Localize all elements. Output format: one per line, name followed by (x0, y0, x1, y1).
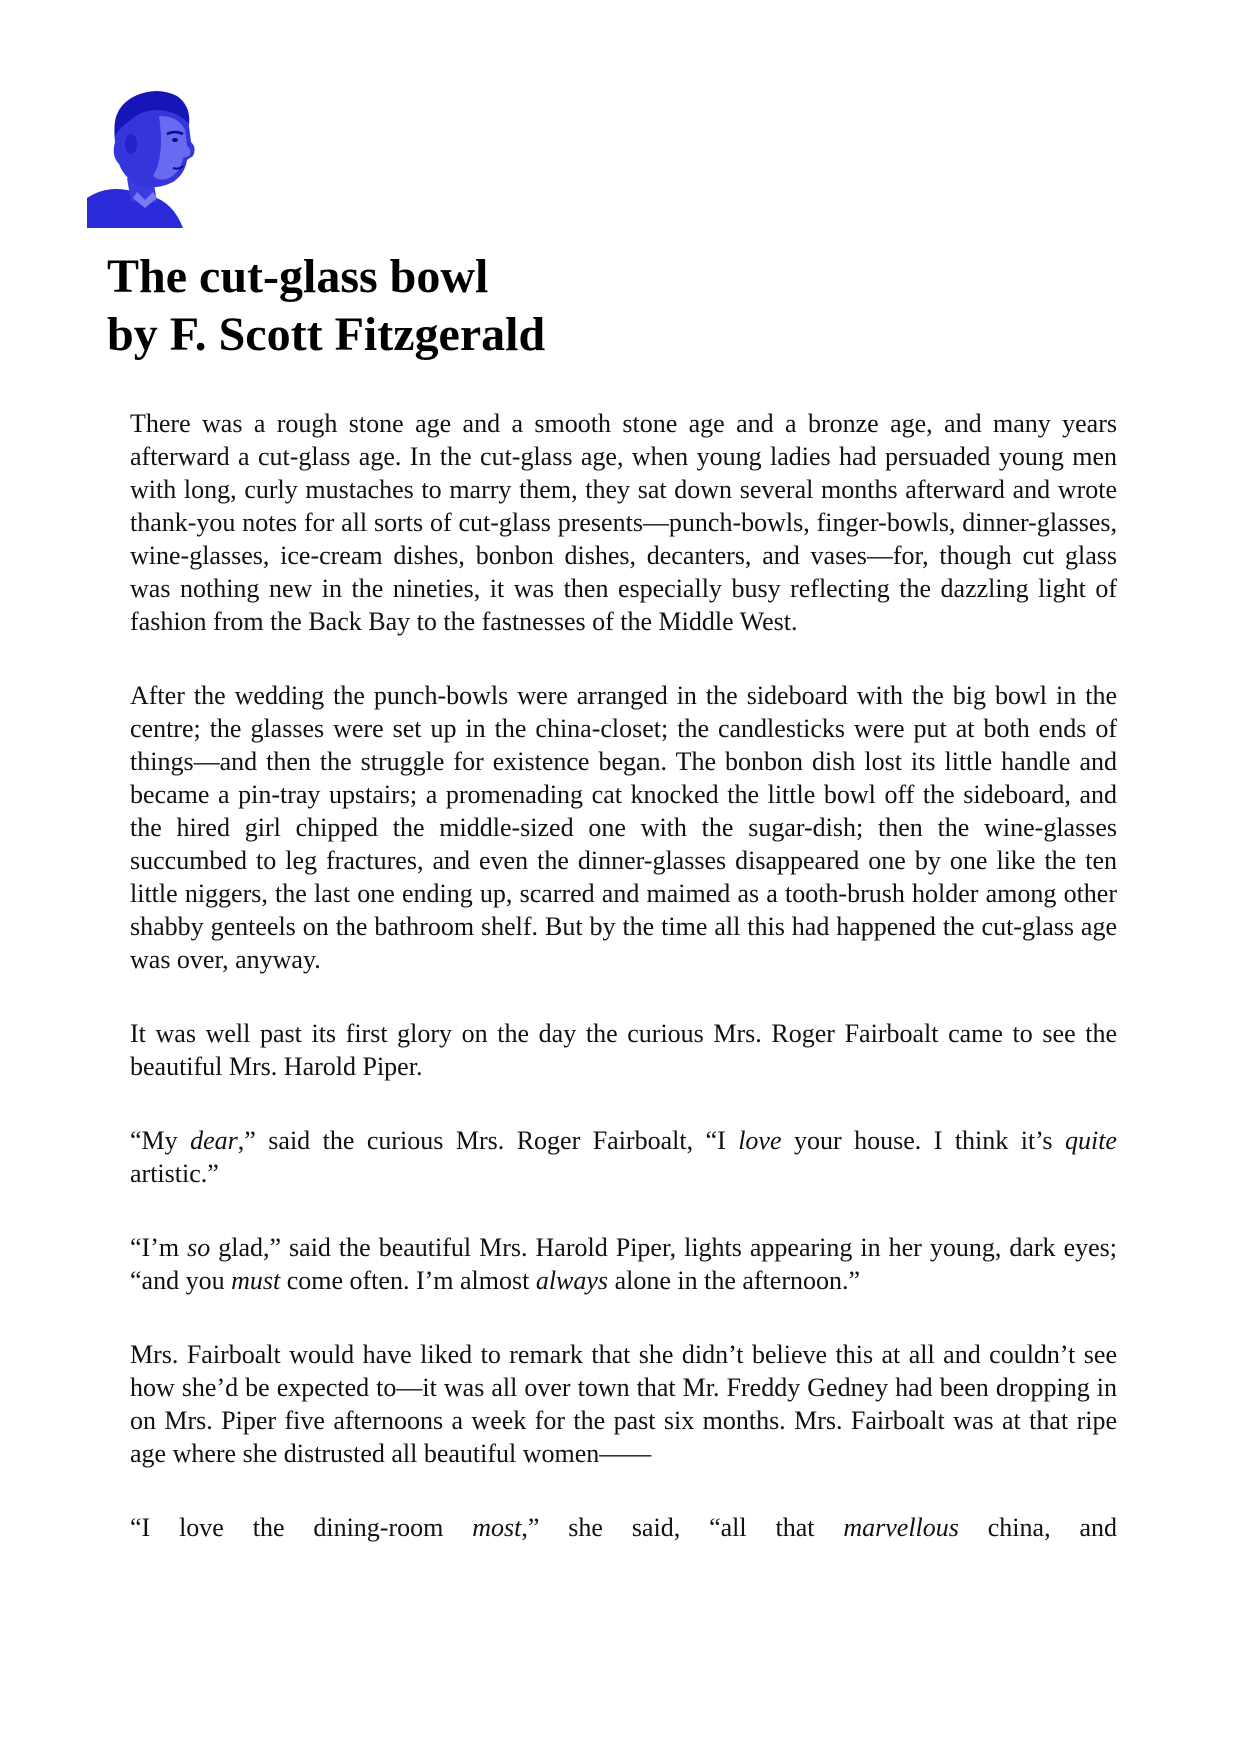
text-run: ,” she said, “all that (521, 1513, 844, 1542)
italic-run: marvellous (843, 1513, 959, 1542)
italic-run: love (738, 1126, 782, 1155)
italic-run: dear (190, 1126, 238, 1155)
italic-run: always (535, 1266, 609, 1295)
italic-run: must (231, 1266, 281, 1295)
story-byline: by F. Scott Fitzgerald (107, 308, 546, 361)
document-title (107, 248, 545, 364)
story-body (130, 407, 1117, 1585)
paragraph-1: There was a rough stone age and a smooth stone age and a bronze age, and many years afterward a cut-glass age. In the cut-glass age, when young ladies had persuaded young men with long, curly mustaches to marry them, they sat down several months afterward and wrote thank-you notes for all sorts of cut-glass presents—punch-bowls, finger-bowls, dinner-glasses, wine-glasses, ice-cream dishes, bonbon dishes, decanters, and vases—for, though cut glass was nothing new in the nineties, it was then especially busy reflecting the dazzling light of fashion from the Back Bay to the fastnesses of the Middle West. (130, 409, 1117, 636)
story-title: The cut-glass bowl (107, 250, 489, 303)
paragraph-3: It was well past its first glory on the day the curious Mrs. Roger Fairboalt came to see the beautiful Mrs. Harold Piper. (130, 1019, 1117, 1081)
italic-run: so (187, 1233, 211, 1262)
paragraph-2: After the wedding the punch-bowls were arranged in the sideboard with the big bowl in the centre; the glasses were set up in the china-closet; the candlesticks were put at both ends of things—and then the struggle for existence began. The bonbon dish lost its little handle and became a pin-tray upstairs; a promenading cat knocked the little bowl off the sideboard, and the hired girl chipped the middle-sized one with the sugar-dish; then the wine-glasses succumbed to leg fractures, and even the dinner-glasses disappeared one by one like the ten little niggers, the last one ending up, scarred and maimed as a tooth-brush holder among other shabby genteels on the bathroom shelf. But by the time all this had happened the cut-glass age was over, anyway. (130, 681, 1117, 974)
paragraph-4 (130, 1124, 1117, 1190)
italic-run: most (472, 1513, 522, 1542)
text-run: your house. I think it’s (781, 1126, 1065, 1155)
text-run: artistic.” (130, 1159, 219, 1188)
text-run: “I’m (130, 1233, 188, 1262)
text-run: come often. I’m almost (280, 1266, 536, 1295)
italic-run: quite (1064, 1126, 1117, 1155)
text-run: “My (130, 1126, 191, 1155)
text-run: glad,” said the beautiful Mrs. Harold Piper, lights appearing in her young, dark eyes; “and you (130, 1233, 1117, 1295)
text-run: china, and (958, 1513, 1117, 1542)
paragraph-6: Mrs. Fairboalt would have liked to remark that she didn’t believe this at all and couldn’t see how she’d be expected to—it was all over town that Mr. Freddy Gedney had been dropping in on Mrs. Piper five afternoons a week for the past six months. Mrs. Fairboalt was at that ripe age where she distrusted all beautiful women—— (130, 1340, 1117, 1468)
text-run: alone in the afternoon.” (608, 1266, 861, 1295)
paragraph-7 (130, 1511, 1117, 1544)
author-portrait (87, 86, 203, 228)
paragraph-5 (130, 1231, 1117, 1297)
text-run: “I love the dining-room (130, 1513, 473, 1542)
text-run: ,” said the curious Mrs. Roger Fairboalt, “I (237, 1126, 739, 1155)
